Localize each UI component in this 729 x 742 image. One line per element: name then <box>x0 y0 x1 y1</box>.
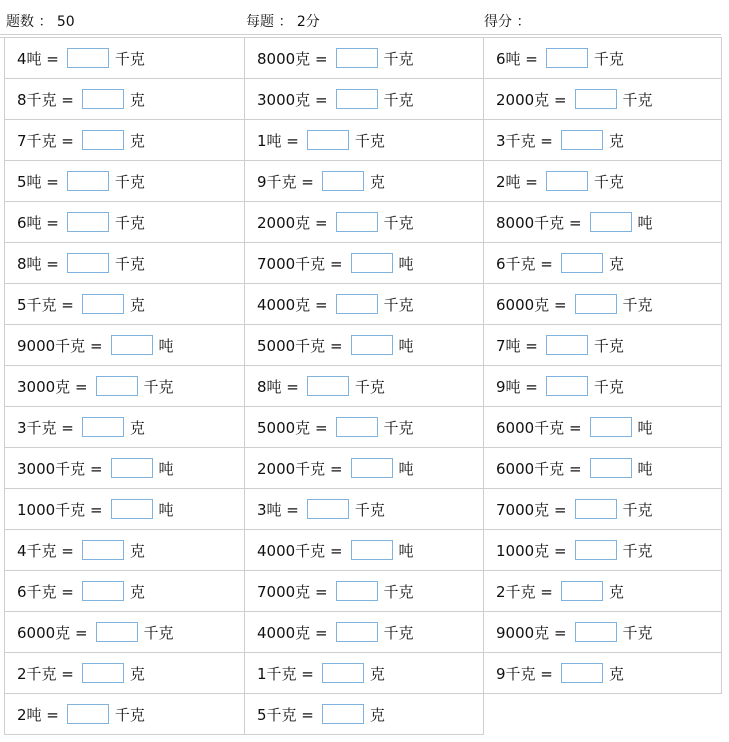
answer-input[interactable] <box>590 417 632 437</box>
answer-input[interactable] <box>546 171 588 191</box>
answer-unit: 千克 <box>622 90 653 109</box>
question-text: 4000千克 = <box>257 541 343 560</box>
question-cell <box>484 120 722 161</box>
answer-unit: 吨 <box>158 459 174 478</box>
question-row <box>5 612 722 653</box>
answer-input[interactable] <box>322 704 364 724</box>
question-cell <box>484 284 722 325</box>
question-text: 6吨 = <box>17 213 59 232</box>
question-text: 3千克 = <box>17 418 74 437</box>
question-text: 2000克 = <box>257 213 328 232</box>
question-cell <box>5 243 245 284</box>
answer-input[interactable] <box>336 212 378 232</box>
answer-unit: 千克 <box>593 172 624 191</box>
question-cell <box>484 489 722 530</box>
answer-unit: 千克 <box>383 49 414 68</box>
question-text: 8吨 = <box>257 377 299 396</box>
answer-unit: 千克 <box>114 213 145 232</box>
question-row <box>5 489 722 530</box>
answer-unit: 吨 <box>637 213 653 232</box>
question-text: 3千克 = <box>496 131 553 150</box>
answer-input[interactable] <box>590 458 632 478</box>
answer-input[interactable] <box>82 294 124 314</box>
question-cell <box>5 202 245 243</box>
answer-input[interactable] <box>82 130 124 150</box>
answer-unit: 千克 <box>593 49 624 68</box>
question-text: 6千克 = <box>496 254 553 273</box>
question-cell <box>245 243 484 284</box>
answer-unit: 千克 <box>114 254 145 273</box>
answer-input[interactable] <box>546 335 588 355</box>
question-text: 6吨 = <box>496 49 538 68</box>
question-cell <box>484 202 722 243</box>
points-per-question: 每题 ： 2分 <box>246 14 320 30</box>
question-text: 5000千克 = <box>257 336 343 355</box>
question-cell <box>245 612 484 653</box>
answer-unit: 克 <box>129 418 145 437</box>
question-cell <box>484 243 722 284</box>
question-text: 9000千克 = <box>17 336 103 355</box>
question-text: 7000千克 = <box>257 254 343 273</box>
answer-input[interactable] <box>351 253 393 273</box>
question-text: 9千克 = <box>257 172 314 191</box>
answer-input[interactable] <box>561 663 603 683</box>
question-row <box>5 325 722 366</box>
answer-input[interactable] <box>111 458 153 478</box>
question-cell <box>5 489 245 530</box>
question-cell <box>484 38 722 79</box>
question-cell <box>484 161 722 202</box>
answer-input[interactable] <box>561 253 603 273</box>
answer-unit: 千克 <box>383 213 414 232</box>
question-text: 8000千克 = <box>496 213 582 232</box>
empty-cell <box>484 694 722 735</box>
question-cell <box>245 79 484 120</box>
answer-unit: 克 <box>129 541 145 560</box>
question-cell <box>5 120 245 161</box>
answer-unit: 克 <box>608 582 624 601</box>
answer-unit: 克 <box>369 705 385 724</box>
answer-unit: 千克 <box>354 131 385 150</box>
question-text: 2000千克 = <box>257 459 343 478</box>
question-row <box>5 571 722 612</box>
answer-unit: 吨 <box>158 336 174 355</box>
answer-input[interactable] <box>575 499 617 519</box>
question-cell <box>5 161 245 202</box>
answer-unit: 千克 <box>622 500 653 519</box>
question-text: 4千克 = <box>17 541 74 560</box>
question-text: 9000克 = <box>496 623 567 642</box>
question-row <box>5 448 722 489</box>
answer-unit: 克 <box>369 664 385 683</box>
answer-unit: 克 <box>129 664 145 683</box>
answer-unit: 千克 <box>383 90 414 109</box>
question-cell <box>245 448 484 489</box>
answer-input[interactable] <box>307 376 349 396</box>
answer-input[interactable] <box>111 335 153 355</box>
question-row <box>5 407 722 448</box>
question-text: 6000千克 = <box>496 459 582 478</box>
question-cell <box>245 530 484 571</box>
question-cell <box>5 366 245 407</box>
question-text: 5吨 = <box>17 172 59 191</box>
answer-unit: 吨 <box>398 336 414 355</box>
answer-input[interactable] <box>336 622 378 642</box>
answer-unit: 千克 <box>383 295 414 314</box>
answer-unit: 千克 <box>622 295 653 314</box>
answer-input[interactable] <box>561 581 603 601</box>
answer-unit: 吨 <box>637 459 653 478</box>
question-text: 9千克 = <box>496 664 553 683</box>
worksheet-header <box>0 0 729 34</box>
question-row <box>5 366 722 407</box>
question-text: 5000克 = <box>257 418 328 437</box>
answer-unit: 千克 <box>593 336 624 355</box>
question-row <box>5 79 722 120</box>
question-grid <box>4 37 722 735</box>
answer-input[interactable] <box>111 499 153 519</box>
question-text: 1千克 = <box>257 664 314 683</box>
question-text: 7000克 = <box>496 500 567 519</box>
question-text: 6千克 = <box>17 582 74 601</box>
answer-unit: 千克 <box>622 541 653 560</box>
question-cell <box>5 38 245 79</box>
question-cell <box>5 448 245 489</box>
question-cell <box>484 612 722 653</box>
answer-input[interactable] <box>336 48 378 68</box>
question-cell <box>5 407 245 448</box>
answer-input[interactable] <box>575 294 617 314</box>
answer-input[interactable] <box>307 130 349 150</box>
question-row <box>5 694 722 735</box>
question-cell <box>245 653 484 694</box>
question-text: 8000克 = <box>257 49 328 68</box>
question-text: 8千克 = <box>17 90 74 109</box>
answer-unit: 千克 <box>383 582 414 601</box>
question-row <box>5 530 722 571</box>
answer-unit: 千克 <box>622 623 653 642</box>
answer-input[interactable] <box>351 458 393 478</box>
answer-unit: 吨 <box>158 500 174 519</box>
question-cell <box>484 653 722 694</box>
question-text: 7吨 = <box>496 336 538 355</box>
answer-input[interactable] <box>82 663 124 683</box>
answer-input[interactable] <box>336 581 378 601</box>
question-row <box>5 120 722 161</box>
answer-input[interactable] <box>336 294 378 314</box>
question-cell <box>484 571 722 612</box>
question-text: 2000克 = <box>496 90 567 109</box>
answer-unit: 千克 <box>114 705 145 724</box>
answer-unit: 吨 <box>398 459 414 478</box>
answer-input[interactable] <box>67 171 109 191</box>
answer-input[interactable] <box>351 540 393 560</box>
question-text: 2千克 = <box>496 582 553 601</box>
answer-input[interactable] <box>336 417 378 437</box>
answer-unit: 克 <box>608 664 624 683</box>
answer-input[interactable] <box>96 376 138 396</box>
question-cell <box>245 120 484 161</box>
question-text: 6000千克 = <box>496 418 582 437</box>
question-text: 2吨 = <box>17 705 59 724</box>
question-text: 3000千克 = <box>17 459 103 478</box>
answer-input[interactable] <box>546 48 588 68</box>
answer-unit: 克 <box>129 131 145 150</box>
answer-input[interactable] <box>82 581 124 601</box>
question-text: 4000克 = <box>257 295 328 314</box>
question-text: 9吨 = <box>496 377 538 396</box>
question-cell <box>245 571 484 612</box>
question-text: 6000克 = <box>17 623 88 642</box>
answer-input[interactable] <box>96 622 138 642</box>
question-text: 1000克 = <box>496 541 567 560</box>
question-cell <box>245 202 484 243</box>
question-row <box>5 284 722 325</box>
question-count: 题数 ： 50 <box>6 14 75 30</box>
question-text: 3000克 = <box>257 90 328 109</box>
question-cell <box>5 694 245 735</box>
answer-input[interactable] <box>575 540 617 560</box>
question-text: 7千克 = <box>17 131 74 150</box>
question-cell <box>245 407 484 448</box>
question-cell <box>484 448 722 489</box>
answer-input[interactable] <box>546 376 588 396</box>
answer-unit: 千克 <box>114 172 145 191</box>
question-cell <box>245 38 484 79</box>
question-text: 3吨 = <box>257 500 299 519</box>
answer-unit: 克 <box>608 131 624 150</box>
question-row <box>5 161 722 202</box>
answer-input[interactable] <box>67 48 109 68</box>
answer-unit: 千克 <box>114 49 145 68</box>
answer-unit: 克 <box>608 254 624 273</box>
question-text: 4000克 = <box>257 623 328 642</box>
question-text: 7000克 = <box>257 582 328 601</box>
question-cell <box>484 407 722 448</box>
question-text: 5千克 = <box>17 295 74 314</box>
answer-input[interactable] <box>67 704 109 724</box>
answer-input[interactable] <box>82 417 124 437</box>
answer-input[interactable] <box>82 540 124 560</box>
question-text: 1吨 = <box>257 131 299 150</box>
answer-unit: 吨 <box>637 418 653 437</box>
answer-unit: 千克 <box>354 500 385 519</box>
answer-unit: 千克 <box>383 418 414 437</box>
question-cell <box>245 161 484 202</box>
answer-input[interactable] <box>67 212 109 232</box>
question-row <box>5 202 722 243</box>
question-cell <box>245 694 484 735</box>
answer-input[interactable] <box>322 171 364 191</box>
answer-input[interactable] <box>82 89 124 109</box>
answer-unit: 克 <box>369 172 385 191</box>
answer-input[interactable] <box>67 253 109 273</box>
answer-unit: 千克 <box>354 377 385 396</box>
answer-unit: 千克 <box>143 377 174 396</box>
answer-input[interactable] <box>336 89 378 109</box>
question-text: 4吨 = <box>17 49 59 68</box>
question-cell <box>5 325 245 366</box>
question-cell <box>484 79 722 120</box>
question-cell <box>5 530 245 571</box>
question-cell <box>245 489 484 530</box>
answer-input[interactable] <box>575 89 617 109</box>
question-cell <box>484 325 722 366</box>
question-cell <box>245 284 484 325</box>
answer-unit: 克 <box>129 90 145 109</box>
answer-unit: 千克 <box>593 377 624 396</box>
question-cell <box>245 366 484 407</box>
score-label: 得分 ： <box>484 14 531 30</box>
question-text: 2千克 = <box>17 664 74 683</box>
question-row <box>5 243 722 284</box>
answer-input[interactable] <box>561 130 603 150</box>
header-divider <box>0 34 721 35</box>
question-row <box>5 653 722 694</box>
question-cell <box>5 571 245 612</box>
question-row <box>5 38 722 79</box>
answer-input[interactable] <box>307 499 349 519</box>
question-cell <box>245 325 484 366</box>
question-text: 5千克 = <box>257 705 314 724</box>
question-text: 1000千克 = <box>17 500 103 519</box>
answer-input[interactable] <box>590 212 632 232</box>
answer-unit: 千克 <box>383 623 414 642</box>
answer-unit: 吨 <box>398 541 414 560</box>
question-text: 6000克 = <box>496 295 567 314</box>
question-text: 3000克 = <box>17 377 88 396</box>
answer-unit: 克 <box>129 582 145 601</box>
answer-input[interactable] <box>575 622 617 642</box>
answer-unit: 吨 <box>398 254 414 273</box>
answer-unit: 克 <box>129 295 145 314</box>
answer-input[interactable] <box>351 335 393 355</box>
question-text: 2吨 = <box>496 172 538 191</box>
question-text: 8吨 = <box>17 254 59 273</box>
answer-unit: 千克 <box>143 623 174 642</box>
question-cell <box>5 284 245 325</box>
question-cell <box>5 79 245 120</box>
question-cell <box>484 530 722 571</box>
question-cell <box>5 653 245 694</box>
answer-input[interactable] <box>322 663 364 683</box>
question-cell <box>484 366 722 407</box>
question-cell <box>5 612 245 653</box>
